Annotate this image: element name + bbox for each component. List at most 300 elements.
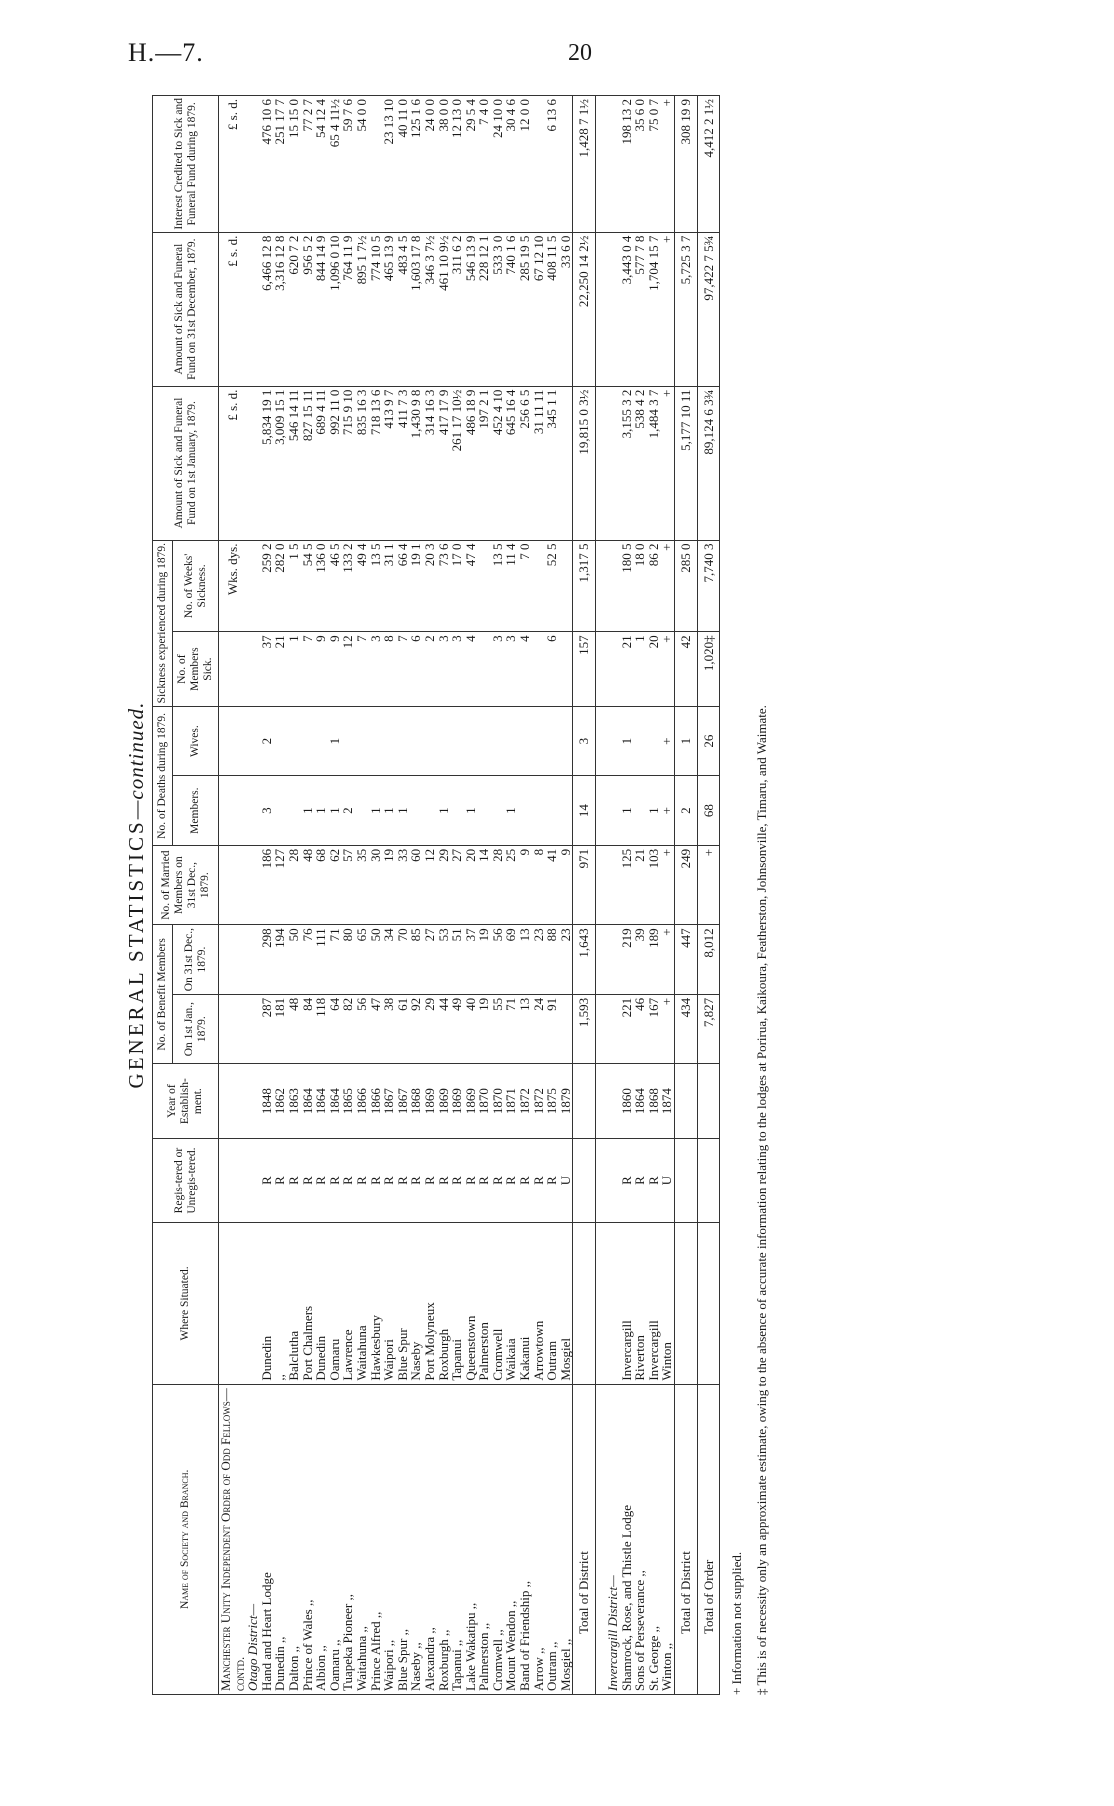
cell-weeks: + [660, 540, 674, 632]
cell-married: 9 [518, 845, 532, 924]
cell-sick: 4 [518, 632, 532, 706]
empty-cell [606, 632, 620, 706]
cell-name: Albion ,, [314, 1384, 328, 1694]
cell-fd: 3,443 0 4 [620, 232, 634, 386]
cell-sick: 9 [314, 632, 328, 706]
table-row [355, 96, 369, 1695]
cell-jan: 48 [287, 994, 301, 1064]
cell-dw [314, 706, 328, 776]
spacer-row [596, 96, 607, 1695]
cell-reg: R [647, 1138, 661, 1222]
cell-sick: 20 [647, 632, 661, 706]
cell-jan: 61 [396, 994, 410, 1064]
cell-year: 1869 [423, 1064, 437, 1138]
page-number: 20 [568, 40, 592, 66]
cell-sick: 7 [355, 632, 369, 706]
empty-cell [606, 96, 620, 233]
cell-weeks: 20 3 [423, 540, 437, 632]
cell-dec: 50 [287, 925, 301, 995]
cell-year: 1869 [437, 1064, 451, 1138]
cell-jan: 56 [355, 994, 369, 1064]
cell-weeks: 282 0 [273, 540, 287, 632]
cell-jan: 71 [504, 994, 518, 1064]
cell-weeks: 86 2 [647, 540, 661, 632]
cell-int: 77 2 7 [301, 96, 315, 233]
cell-fj: 411 7 3 [396, 386, 410, 540]
cell-name: Prince Alfred ,, [369, 1384, 383, 1694]
cell-reg: R [369, 1138, 383, 1222]
units-lsd: £ s. d. [219, 232, 247, 386]
table-row [341, 96, 355, 1695]
cell-year: 1872 [532, 1064, 546, 1138]
cell-dec: 23 [532, 925, 546, 995]
cell-fd: 1,603 17 8 [409, 232, 423, 386]
cell-jan: 82 [341, 994, 355, 1064]
cell-int: 30 4 6 [504, 96, 518, 233]
cell-fj: 314 16 3 [423, 386, 437, 540]
empty-cell [219, 994, 247, 1064]
cell-sick: 8 [382, 632, 396, 706]
cell-dm [477, 776, 491, 846]
title-main: GENERAL STATISTICS [124, 819, 148, 1089]
cell-name: Mosgiel ,, [559, 1384, 573, 1694]
district-total-invercargill [675, 96, 698, 1695]
cell-name: Blue Spur ,, [396, 1384, 410, 1694]
cell-dec: 37 [464, 925, 478, 995]
cell-weeks: 133 2 [341, 540, 355, 632]
cell-dec: 69 [504, 925, 518, 995]
cell-dm [518, 776, 532, 846]
table-row [369, 96, 383, 1695]
cell-fj: 261 17 10½ [450, 386, 464, 540]
cell-dec: 298 [260, 925, 274, 995]
cell-dm [273, 776, 287, 846]
empty-cell [606, 1064, 620, 1138]
cell-dm: 1 [437, 776, 451, 846]
cell-fj: + [660, 386, 674, 540]
cell-sick: 37 [260, 632, 274, 706]
empty-cell [596, 632, 607, 706]
cell-year: 1875 [545, 1064, 559, 1138]
cell-int [369, 96, 383, 233]
cell-where: Kakanui [518, 1223, 532, 1384]
cell-married: + [660, 845, 674, 924]
cell-weeks [559, 540, 573, 632]
cell-reg: R [491, 1138, 505, 1222]
cell-fj: 718 13 6 [369, 386, 383, 540]
empty-cell [596, 386, 607, 540]
cell-dec: 39 [633, 925, 647, 995]
cell-dm [545, 776, 559, 846]
cell-fj: 486 18 9 [464, 386, 478, 540]
col-header-where: Where Situated. [153, 1223, 219, 1384]
cell-year: 1866 [355, 1064, 369, 1138]
empty-cell [697, 1223, 720, 1384]
cell-where: ,, [273, 1223, 287, 1384]
cell-dm: 1 [328, 776, 342, 846]
statistics-table [152, 95, 720, 1695]
cell-dw: 1 [620, 706, 634, 776]
cell-reg: U [559, 1138, 573, 1222]
cell-fd: 346 3 7½ [423, 232, 437, 386]
cell-name: Waipori ,, [382, 1384, 396, 1694]
cell-weeks: 49 4 [355, 540, 369, 632]
cell-fj: 992 11 0 [328, 386, 342, 540]
table-row [450, 96, 464, 1695]
cell-dec: 189 [647, 925, 661, 995]
cell-dw [396, 706, 410, 776]
total-dw: 3 [573, 706, 596, 776]
cell-year: 1870 [477, 1064, 491, 1138]
table-row [437, 96, 451, 1695]
cell-int [559, 96, 573, 233]
cell-where: Arrowtown [532, 1223, 546, 1384]
empty-cell [573, 1223, 596, 1384]
cell-weeks: 31 1 [382, 540, 396, 632]
cell-married: 14 [477, 845, 491, 924]
cell-married: 30 [369, 845, 383, 924]
total-int: 1,428 7 1½ [573, 96, 596, 233]
empty-cell [573, 1064, 596, 1138]
cell-dec: 19 [477, 925, 491, 995]
cell-name: Prince of Wales ,, [301, 1384, 315, 1694]
cell-name: Band of Friendship ,, [518, 1384, 532, 1694]
empty-cell [246, 1064, 260, 1138]
cell-fd: 67 12 10 [532, 232, 546, 386]
cell-fj: 256 6 5 [518, 386, 532, 540]
cell-year: 1866 [369, 1064, 383, 1138]
cell-where: Waitahuna [355, 1223, 369, 1384]
cell-dm [633, 776, 647, 846]
empty-cell [219, 706, 247, 776]
cell-jan: 64 [328, 994, 342, 1064]
cell-weeks: 47 4 [464, 540, 478, 632]
cell-int: 54 12 4 [314, 96, 328, 233]
cell-dm [423, 776, 437, 846]
cell-dm [355, 776, 369, 846]
cell-jan: 55 [491, 994, 505, 1064]
empty-cell [596, 1064, 607, 1138]
col-header-benefit: No. of Benefit Members [153, 925, 173, 1064]
cell-where: Naseby [409, 1223, 423, 1384]
cell-int: 38 0 0 [437, 96, 451, 233]
table-title [120, 95, 152, 1695]
empty-cell [219, 776, 247, 846]
cell-dec: + [660, 925, 674, 995]
col-header-benefit-dec: On 31st Dec., 1879. [173, 925, 219, 995]
table-row [301, 96, 315, 1695]
empty-cell [697, 1064, 720, 1138]
cell-fj: 3,155 3 2 [620, 386, 634, 540]
cell-year: 1864 [633, 1064, 647, 1138]
total-dec: 8,012 [697, 925, 720, 995]
footnote-dagger: + Information not supplied. [729, 1551, 745, 1695]
col-header-sickness: Sickness experienced during 1879. [153, 540, 173, 706]
cell-where: Port Molyneux [423, 1223, 437, 1384]
cell-reg: R [504, 1138, 518, 1222]
empty-cell [596, 706, 607, 776]
table-row [518, 96, 532, 1695]
empty-cell [606, 845, 620, 924]
page-header [0, 0, 1114, 90]
cell-reg: R [273, 1138, 287, 1222]
cell-jan: 29 [423, 994, 437, 1064]
cell-married: 21 [633, 845, 647, 924]
col-header-interest: Interest Credited to Sick and Funeral Fund during 1879. [153, 96, 219, 233]
empty-cell [219, 1138, 247, 1222]
cell-reg: R [423, 1138, 437, 1222]
cell-sick: 3 [369, 632, 383, 706]
total-married: 249 [675, 845, 698, 924]
empty-cell [246, 540, 260, 632]
cell-where: Riverton [633, 1223, 647, 1384]
cell-fj: 546 14 11 [287, 386, 301, 540]
table-row [633, 96, 647, 1695]
cell-fj: 5,834 19 1 [260, 386, 274, 540]
total-label: Total of District [675, 1384, 698, 1694]
cell-year: 1864 [301, 1064, 315, 1138]
total-dw: 26 [697, 706, 720, 776]
empty-cell [606, 925, 620, 995]
cell-fd: 533 3 0 [491, 232, 505, 386]
cell-sick: 3 [504, 632, 518, 706]
district-total-otago [573, 96, 596, 1695]
cell-married: 68 [314, 845, 328, 924]
total-jan: 1,593 [573, 994, 596, 1064]
cell-where: Lawrence [341, 1223, 355, 1384]
total-weeks: 285 0 [675, 540, 698, 632]
cell-dm: 3 [260, 776, 274, 846]
cell-name: Oamaru ,, [328, 1384, 342, 1694]
cell-where: Waikaia [504, 1223, 518, 1384]
cell-dm: 2 [341, 776, 355, 846]
total-married: 971 [573, 845, 596, 924]
cell-name: Waitahuna ,, [355, 1384, 369, 1694]
cell-dw [633, 706, 647, 776]
cell-year: 1867 [382, 1064, 396, 1138]
cell-married: 29 [437, 845, 451, 924]
empty-cell [246, 1138, 260, 1222]
empty-cell [219, 845, 247, 924]
cell-reg: R [355, 1138, 369, 1222]
cell-where: Port Chalmers [301, 1223, 315, 1384]
cell-fj: 452 4 10 [491, 386, 505, 540]
cell-sick: 3 [450, 632, 464, 706]
cell-fd: 228 12 1 [477, 232, 491, 386]
cell-sick: 3 [491, 632, 505, 706]
table-row [532, 96, 546, 1695]
empty-cell [675, 1064, 698, 1138]
cell-int: 23 13 10 [382, 96, 396, 233]
cell-weeks: 66 4 [396, 540, 410, 632]
cell-married: 125 [620, 845, 634, 924]
cell-jan: 181 [273, 994, 287, 1064]
cell-fd: 844 14 9 [314, 232, 328, 386]
cell-int: 476 10 6 [260, 96, 274, 233]
cell-weeks: 46 5 [328, 540, 342, 632]
col-header-deaths-members: Members. [173, 776, 219, 846]
cell-int: 24 10 0 [491, 96, 505, 233]
cell-married: 27 [450, 845, 464, 924]
cell-reg: R [464, 1138, 478, 1222]
cell-married: 28 [491, 845, 505, 924]
cell-dw [369, 706, 383, 776]
total-label: Total of Order [697, 1384, 720, 1694]
cell-year: 1869 [464, 1064, 478, 1138]
cell-name: Lake Wakatipu ,, [464, 1384, 478, 1694]
empty-cell [596, 1138, 607, 1222]
cell-fd: 895 1 7½ [355, 232, 369, 386]
col-header-benefit-jan: On 1st Jan., 1879. [173, 994, 219, 1064]
cell-dw [450, 706, 464, 776]
cell-dec: 27 [423, 925, 437, 995]
cell-dec: 23 [559, 925, 573, 995]
cell-year: 1867 [396, 1064, 410, 1138]
cell-int: 29 5 4 [464, 96, 478, 233]
cell-fd: 774 10 5 [369, 232, 383, 386]
empty-cell [246, 925, 260, 995]
empty-cell [246, 96, 260, 233]
cell-int: 54 0 0 [355, 96, 369, 233]
total-fd: 97,422 7 5¾ [697, 232, 720, 386]
empty-cell [606, 776, 620, 846]
district-heading-otago-text: Otago District— [246, 1384, 260, 1694]
cell-dec: 71 [328, 925, 342, 995]
cell-reg: R [409, 1138, 423, 1222]
cell-fj: 417 17 9 [437, 386, 451, 540]
cell-dec: 88 [545, 925, 559, 995]
society-heading-text: Manchester Unity Independent Order of Odd Fellows—contd. [219, 1384, 247, 1694]
cell-weeks: 73 6 [437, 540, 451, 632]
cell-name: Palmerston ,, [477, 1384, 491, 1694]
cell-jan: 47 [369, 994, 383, 1064]
cell-jan: 46 [633, 994, 647, 1064]
cell-weeks: 7 0 [518, 540, 532, 632]
cell-jan: + [660, 994, 674, 1064]
cell-fd: 6,466 12 8 [260, 232, 274, 386]
cell-dm: + [660, 776, 674, 846]
cell-sick: 21 [620, 632, 634, 706]
empty-cell [596, 1223, 607, 1384]
total-fj: 19,815 0 3½ [573, 386, 596, 540]
cell-married: 57 [341, 845, 355, 924]
col-header-registered: Regis-tered or Unregis-tered. [153, 1138, 219, 1222]
cell-int: 125 1 6 [409, 96, 423, 233]
cell-dw [341, 706, 355, 776]
total-weeks: 1,317 5 [573, 540, 596, 632]
society-heading [219, 96, 247, 1695]
cell-sick: 6 [545, 632, 559, 706]
cell-year: 1863 [287, 1064, 301, 1138]
table-row [382, 96, 396, 1695]
footnote-double-dagger: ‡ This is of necessity only an approximate estimate, owing to the absence of accurate information relating to the lodges at Porirua, Kaikoura, Featherston, Johnsonville, Timaru, and Waimate. [754, 705, 770, 1695]
empty-cell [219, 1064, 247, 1138]
empty-cell [606, 232, 620, 386]
empty-cell [596, 232, 607, 386]
empty-cell [596, 776, 607, 846]
cell-sick: 7 [396, 632, 410, 706]
cell-dw [464, 706, 478, 776]
order-total [697, 96, 720, 1695]
empty-cell [596, 925, 607, 995]
empty-cell [246, 632, 260, 706]
cell-fd: 311 6 2 [450, 232, 464, 386]
cell-jan [559, 994, 573, 1064]
cell-jan: 221 [620, 994, 634, 1064]
cell-sick: 7 [301, 632, 315, 706]
table-row [409, 96, 423, 1695]
table-row [464, 96, 478, 1695]
cell-dw [301, 706, 315, 776]
cell-jan: 40 [464, 994, 478, 1064]
table-row [559, 96, 573, 1695]
col-header-name: Name of Society and Branch. [153, 1384, 219, 1694]
cell-where: Roxburgh [437, 1223, 451, 1384]
cell-int: 35 6 0 [633, 96, 647, 233]
cell-sick [532, 632, 546, 706]
cell-fj: 3,009 15 1 [273, 386, 287, 540]
cell-jan: 167 [647, 994, 661, 1064]
cell-fd: 33 6 0 [559, 232, 573, 386]
cell-jan: 287 [260, 994, 274, 1064]
empty-cell [219, 925, 247, 995]
empty-cell [246, 845, 260, 924]
cell-dw [491, 706, 505, 776]
total-dm: 68 [697, 776, 720, 846]
cell-dm: 1 [396, 776, 410, 846]
cell-int: 7 4 0 [477, 96, 491, 233]
cell-jan: 92 [409, 994, 423, 1064]
cell-name: Sons of Perseverance ,, [633, 1384, 647, 1694]
total-sick: 157 [573, 632, 596, 706]
empty-cell [246, 706, 260, 776]
cell-year: 1879 [559, 1064, 573, 1138]
cell-dm [450, 776, 464, 846]
cell-weeks: 13 5 [369, 540, 383, 632]
cell-dm [491, 776, 505, 846]
cell-jan: 44 [437, 994, 451, 1064]
table-row [660, 96, 674, 1695]
total-int: 308 19 9 [675, 96, 698, 233]
cell-fj: 31 11 11 [532, 386, 546, 540]
total-married: + [697, 845, 720, 924]
cell-reg: R [314, 1138, 328, 1222]
cell-where: Tapanui [450, 1223, 464, 1384]
cell-where: Queenstown [464, 1223, 478, 1384]
table-row [287, 96, 301, 1695]
empty-cell [246, 1223, 260, 1384]
empty-cell [596, 845, 607, 924]
cell-int: 24 0 0 [423, 96, 437, 233]
empty-cell [606, 386, 620, 540]
total-weeks: 7,740 3 [697, 540, 720, 632]
cell-year: 1870 [491, 1064, 505, 1138]
cell-reg: R [437, 1138, 451, 1222]
cell-dec: 76 [301, 925, 315, 995]
cell-int: + [660, 96, 674, 233]
cell-fd: 620 7 2 [287, 232, 301, 386]
cell-name: Tapanui ,, [450, 1384, 464, 1694]
cell-married: 33 [396, 845, 410, 924]
cell-fj: 1,430 9 8 [409, 386, 423, 540]
total-dec: 447 [675, 925, 698, 995]
cell-name: Shamrock, Rose, and Thistle Lodge [620, 1384, 634, 1694]
cell-sick: 3 [437, 632, 451, 706]
title-suffix: —continued. [124, 701, 148, 820]
cell-int: 40 11 0 [396, 96, 410, 233]
table-row [620, 96, 634, 1695]
cell-sick: 9 [328, 632, 342, 706]
